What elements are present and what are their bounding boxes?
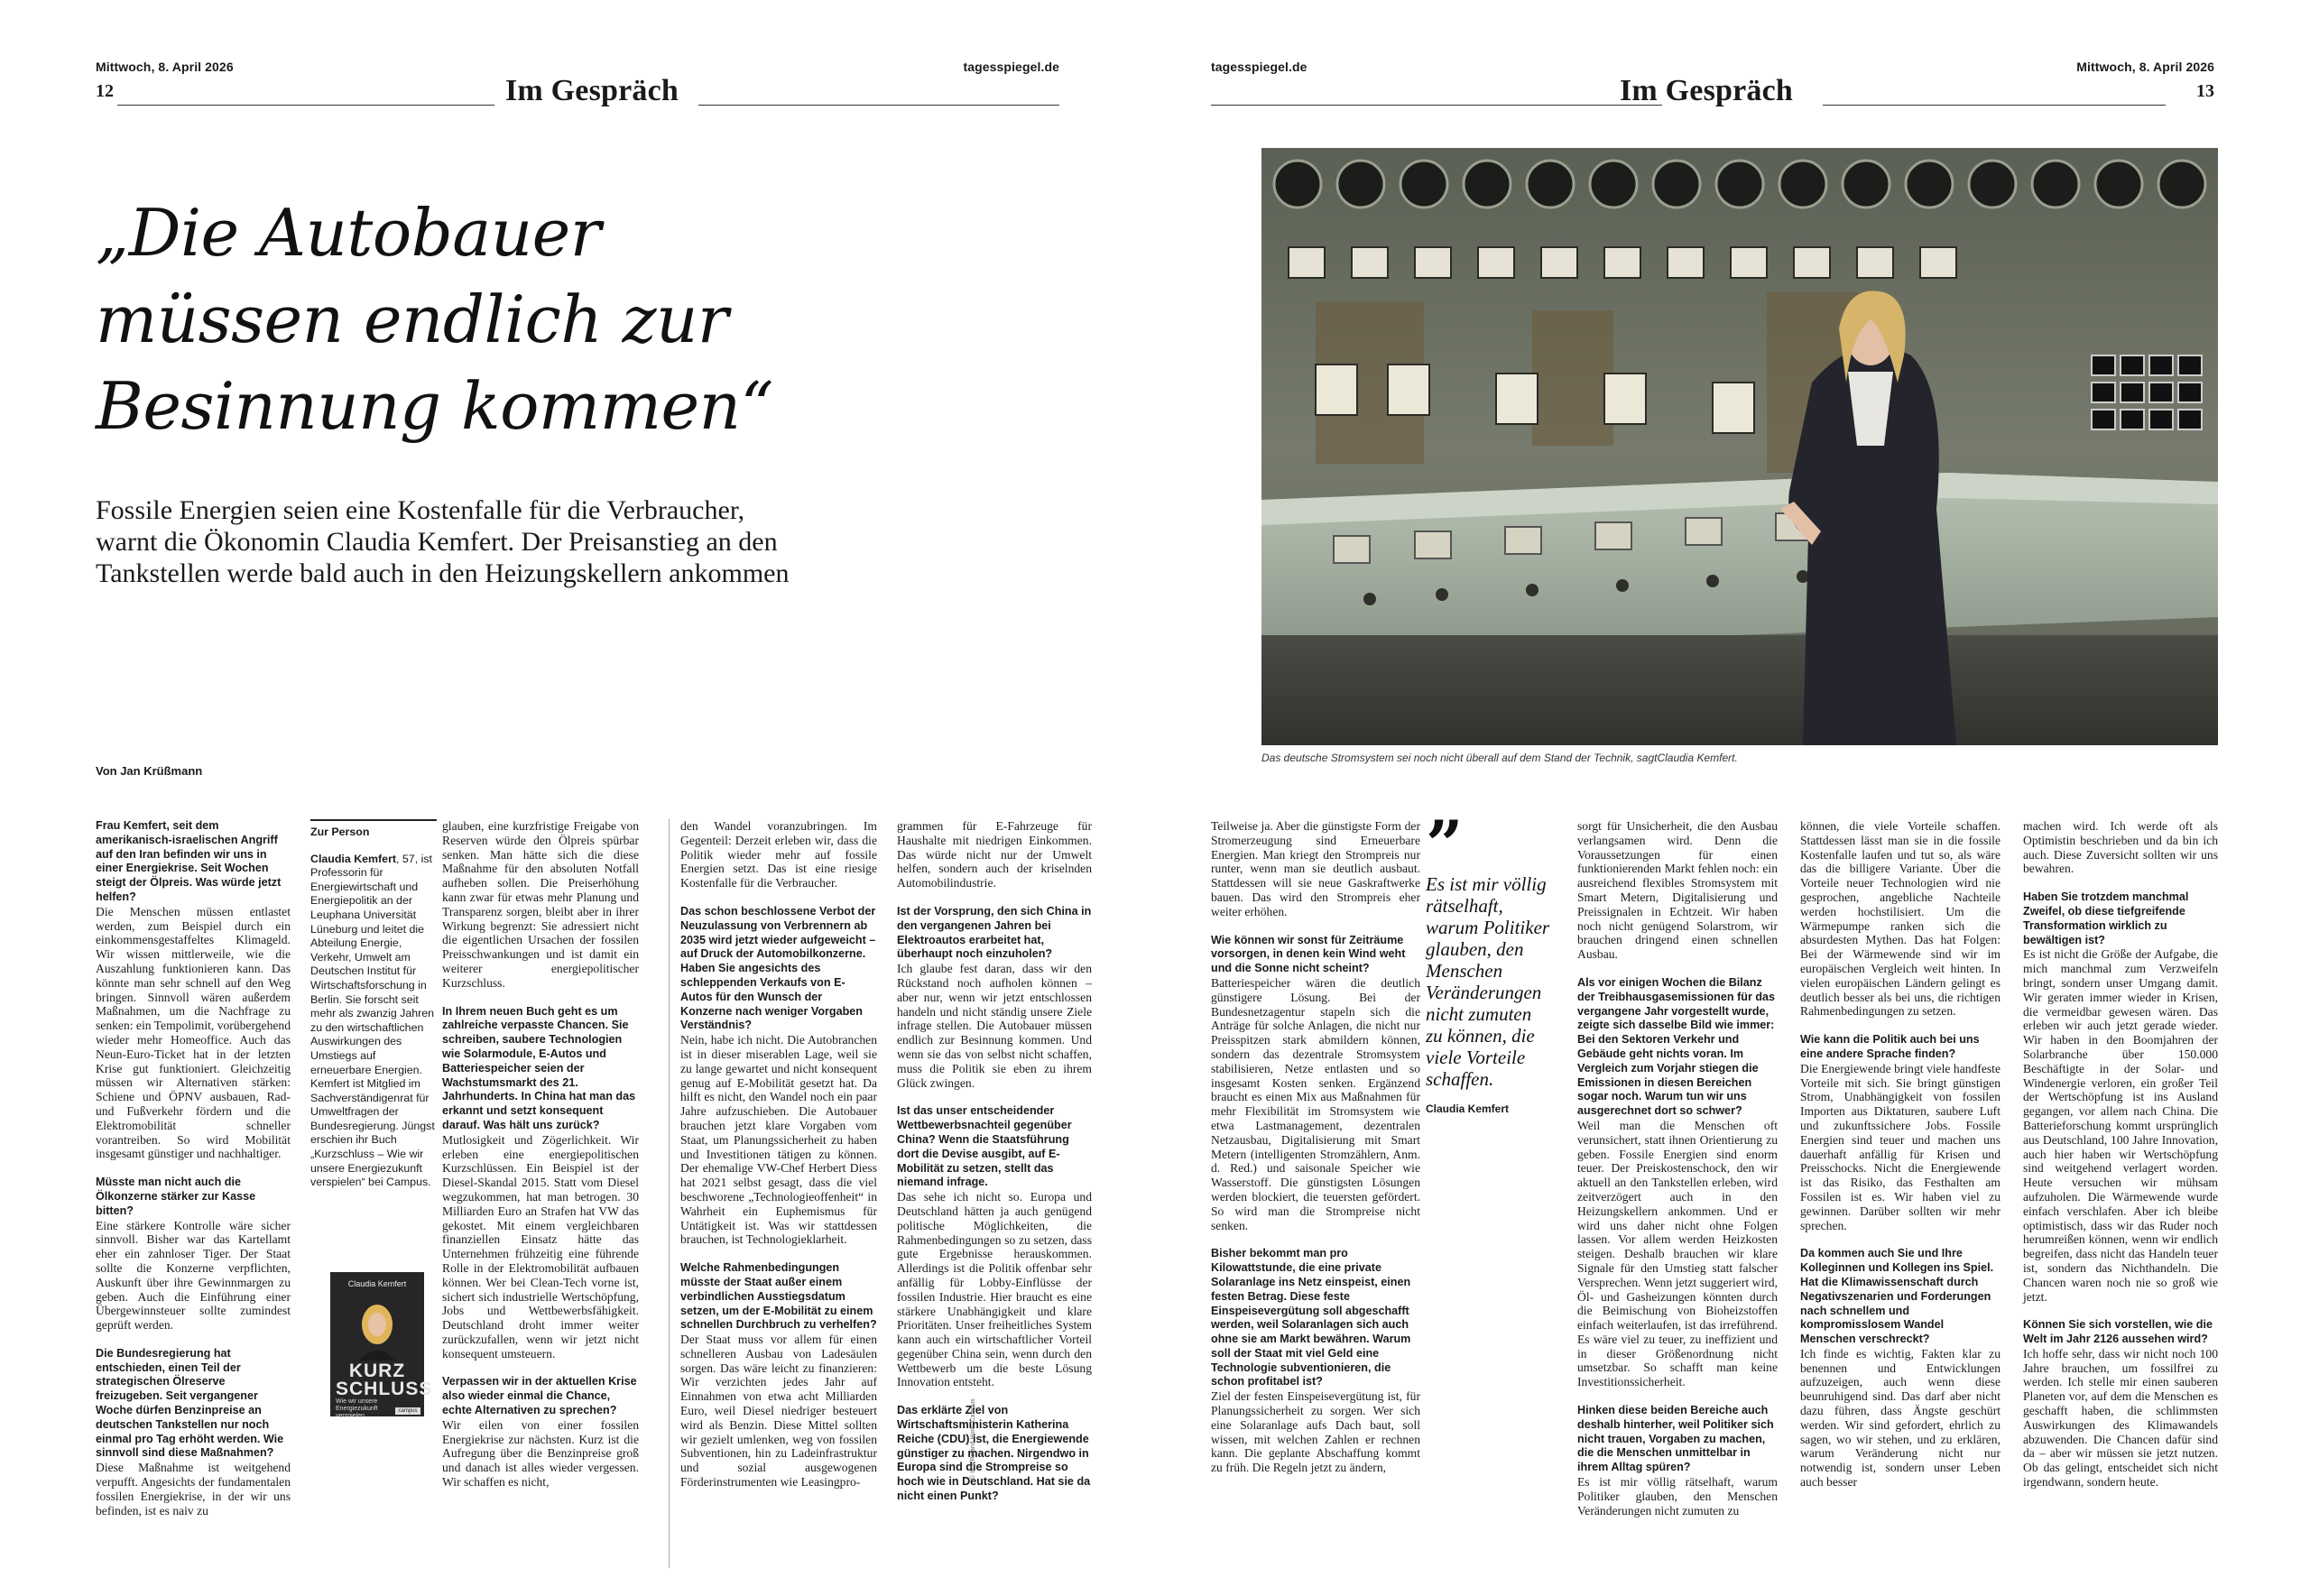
pull-quote <box>1426 806 1552 1115</box>
header-rule-left <box>117 105 494 106</box>
interview-answer: Wir eilen von einer fossilen Energiekrise zur nächsten. Kurz ist die Aufregung über die Benzinpreise groß und danach ist alles wieder vergessen. Wir schaffen es nicht, <box>442 1417 639 1490</box>
interview-question: Bisher bekommt man pro Kilowattstunde, die eine private Solaranlage ins Netz einspeist, einen festen Betrag. Diese feste Einspeisevergütung soll abgeschafft werden, weil Solaranlagen sich auch ohne sie am Markt bewähren. Warum soll der Staat mit viel Geld eine Technologie subventionieren, die schon profitabel ist? <box>1211 1247 1411 1388</box>
publisher-logo: campus <box>395 1407 420 1415</box>
control-room-photo <box>1261 148 2218 745</box>
person-box-rule <box>310 819 437 821</box>
book-subtitle: Wie wir unsere Energiezukunft verspielen <box>336 1398 378 1419</box>
article-column-3 <box>1577 819 1778 1532</box>
interview-answer: Der Staat muss vor allem für einen schnelleren Ausbau von Ladesäulen sorgen. Das wäre leicht zu finanzieren: Wir verzichten jedes Jahr auf Einnahmen von etwa acht Milliarden Euro, weil Diesel niedriger besteuert wird als Benzin. Diese Mittel sollten wir gezielt umlenken, weg von fossilen Subventionen, hin zu Ladeinfrastruktur und sozial ausgewogenen Förderinstrumenten wie Leasingpro- <box>680 1333 877 1490</box>
book-title: KURZ SCHLUSS <box>336 1361 433 1399</box>
interview-answer: Mutlosigkeit und Zögerlichkeit. Wir erleben eine energiepolitischen Kurzschlüssen. Ein Beispiel ist der Diesel-Skandal 2015. Statt vom Diesel wegzukommen, hat man betrogen. 30 Milliarden Euro an Strafen hat VW das gekostet. Mit einem vergleichbaren finanziellen Einsatz hätte das Unternehmen frühzeitig eine führende Rolle in der Elektromobilität aufbauen können. Wer bei Clean-Tech vorne ist, sichert sich industrielle Wertschöpfung, Jobs und Wettbewerbsfähigkeit. Deutschland droht immer weiter zurückzufallen, wenn wir jetzt nicht konsequent umsteuern. <box>442 1132 639 1361</box>
article-column-1 <box>1211 819 1420 1490</box>
book-author: Claudia Kemfert <box>347 1279 407 1288</box>
header-rule-right <box>698 105 1059 106</box>
interview-question: Das schon beschlossene Verbot der Neuzulassung von Verbrennern ab 2035 wird jetzt wieder aufgeweicht – auf Druck der Automobilkonzerne. Haben Sie angesichts des schleppenden Verkaufs von E-Autos für den Wunsch der Konzerne nach weniger Vorgaben Verständnis? <box>680 904 876 1032</box>
interview-answer: glauben, eine kurzfristige Freigabe von Reserven würde den Ölpreis spürbar senken. Man hätte sich die diese Maßnahme für den absoluten Notfall aufheben sollen. Die Preiserhöhung kann zwar für etwas mehr Planung und Transparenz sorgen, bleibt aber in ihrer Wirkung begrenzt: Sie adressiert nicht die eigentlichen Ursachen der fossilen Preisschwankungen und ist damit ein weiterer energiepolitischer Kurzschluss. <box>442 819 639 990</box>
headline <box>96 189 890 449</box>
interview-question: Müsste man nicht auch die Ölkonzerne stärker zur Kasse bitten? <box>96 1176 256 1217</box>
byline: Von Jan Krüßmann <box>96 764 203 778</box>
interview-answer: können, die viele Vorteile schaffen. Stattdessen lässt man sie in die fossile Kostenfalle laufen und tut so, als wäre das die billigere Variante. Über die Vorteile neuer Technologien wird nie gesprochen, angebliche Nachteile werden hochstilisiert. Um die Wärmepumpe ranken sich die absurdesten Mythen. Das hat Folgen: Bei der Wärmewende sind wir im europäischen Vergleich weit hinten. In vielen europäischen Ländern gelingt es deutlich besser als bei uns, die richtigen Rahmenbedingungen zu setzen. <box>1800 819 2000 1019</box>
article-column-3 <box>442 819 639 1504</box>
interview-answer: machen wird. Ich werde oft als Optimistin beschrieben und da bin ich auch. Diese Zuversicht sollten wir uns bewahren. <box>2023 819 2218 876</box>
photo-caption: Das deutsche Stromsystem sei noch nicht überall auf dem Stand der Technik, sagtClaudia Kemfert. <box>1261 752 1738 764</box>
article-column-5 <box>2023 819 2218 1504</box>
person-name: Claudia Kemfert <box>310 852 397 865</box>
person-heading: Zur Person <box>310 826 370 838</box>
interview-answer: Weil man die Menschen oft verunsichert, statt ihnen Orientierung zu geben. Fossile Energien sind enorm teuer. Der Preiskostenschock, den wir aktuell an den Tankstellen erleben, wird zeitverzögert auch in den Heizungskellern ankommen. Und er wird uns daher nicht ohne Folgen lassen. Vor allem werden Heizkosten steigen. Deshalb brauchen wir klare Signale für den Umstieg statt falscher Versprechen. Wenn jetzt suggeriert wird, Öl- und Gasheizungen könnten durch die Beimischung von Bioheizstoffen einfach weiterlaufen, ist das irreführend. Es wäre viel zu teuer, zu ineffizient und in dieser Größenordnung nicht umsetzbar. So schafft man keine Investitionssicherheit. <box>1577 1118 1778 1389</box>
interview-answer: Batteriespeicher wären die deutlich günstigere Lösung. Bei der Bundesnetzagentur stapeln sich die Anträge für solche Anlagen, die nicht nur Preisspitzen stark abmildern können, sondern das dezentrale Stromsystem stabilisieren, Netze entlasten und so insgesamt Kosten senken. Ergänzend braucht es einen Mix aus Maßnahmen für mehr Flexibilität im Stromsystem wie etwa Lastmanagement, dezentralen Netzausbau, Digitalisierung mit Smart Metern (intelligenten Stromzählern, Anm. d. Red.) und saisonale Speicher wie Wasserstoff. Die günstigsten Lösungen werden blockiert, die teuersten gefördert. So wird man die Strompreise nicht senken. <box>1211 975 1420 1232</box>
page-number: 13 <box>2196 81 2214 101</box>
interview-question: Haben Sie trotzdem manchmal Zweifel, ob diese tiefgreifende Transformation wirklich zu bewältigen ist? <box>2023 890 2189 946</box>
headline-line: „Die Autobauer <box>96 195 601 271</box>
person-box <box>310 826 437 1190</box>
interview-answer: Es ist nicht die Größe der Aufgabe, die mich manchmal zum Verzweifeln bringt, sondern unser Umgang damit. Wir geraten immer wieder in Krisen, die vermeidbar gewesen wären. Das erleben wir auch jetzt gerade wieder. Wir haben in den Boomjahren der Solarbranche über 150.000 Beschäftigte in der Solar- und Windenergie verloren, ein großer Teil der Wertschöpfung ist ins Ausland gegangen, vor allem nach China. Die Batterieforschung kommt ursprünglich aus Deutschland, 100 Jahre Innovation, auch hier haben wir Wertschöpfung sind weitgehend verlagert worden. Heute versuchen wir mühsam aufzuholen. Die Wärmewende wurde einfach verschlafen. Aber ich bleibe optimistisch, dass wir das Ruder noch herumreißen können, wenn wir endlich begreifen, dass nicht das Handeln teuer ist, sondern das Nichthandeln. Die Chancen waren noch nie so groß wie jetzt. <box>2023 947 2218 1304</box>
author-portrait <box>350 1297 404 1361</box>
interview-question: Ist der Vorsprung, den sich China in den vergangenen Jahren bei Elektroautos erarbeitet hat, überhaupt noch einzuholen? <box>897 904 1092 961</box>
interview-question: In Ihrem neuen Buch geht es um zahlreiche verpasste Chancen. Sie schreiben, saubere Technologien wie Solarmodule, E-Autos und Batteriespeicher seien der Wachstumsmarkt des 21. Jahrhunderts. In China hat man das erkannt und setzt konsequent darauf. Was hält uns zurück? <box>442 1004 636 1131</box>
interview-answer: sorgt für Unsicherheit, die den Ausbau verlangsamen wird. Denn die Voraussetzungen für einen funktionierenden Markt fehlen noch: ein ausreichend flexibles Stromsystem mit Smart Metern, Digitalisierung und Preissignalen in Echtzeit. Wir haben noch nicht genügend Solarstrom, wir brauchen dringend einen schnellen Ausbau. <box>1577 819 1778 962</box>
interview-question: Verpassen wir in der aktuellen Krise also wieder einmal die Chance, echte Alternativen zu sprechen? <box>442 1375 637 1417</box>
interview-question: Können Sie sich vorstellen, wie die Welt im Jahr 2126 aussehen wird? <box>2023 1318 2213 1346</box>
standfirst-line: Fossile Energien seien eine Kostenfalle für die Verbraucher, <box>96 495 745 525</box>
person-bio: , 57, ist Professorin für Energiewirtschaft und Energiepolitik an der Leuphana Universität Lüneburg und leitet die Abteilung Energie, Verkehr, Umwelt am Deutschen Institut für Wirtschaftsforschung in Berlin. Sie forscht seit mehr als zwanzig Jahren zu den wirtschaftlichen Auswirkungen des Umstiegs auf erneuerbare Energien. Kemfert ist Mitglied im Sachverständigenrat für Umweltfragen der Bundesregierung. Jüngst erschien ihr Buch „Kurzschluss – Wie wir unsere Energiezukunft verspielen“ bei Campus. <box>310 852 435 1189</box>
page-number: 12 <box>96 81 114 101</box>
interview-answer: Die Menschen müssen entlastet werden, zum Beispiel durch ein einkommensgestaffeltes Klimageld. Wir wissen mittlerweile, wie die Auszahlung funktionieren kann. Das könnte man sehr schnell auf den Weg bringen. Sinnvoll wären außerdem Maßnahmen, um die Nachfrage zu senken: ein Tempolimit, vorübergehend wieder mehr Homeoffice. Auch das Neun-Euro-Ticket hat in der letzten Krise gut funktioniert. Gleichzeitig müssen wir Alternativen stärken: Schiene und ÖPNV ausbauen, Rad- und Fußverkehr fördern und die Elektromobilität schneller vorantreiben. So wird Mobilität insgesamt günstiger und nachhaltiger. <box>96 904 291 1161</box>
quote-author: Claudia Kemfert <box>1426 1102 1510 1115</box>
site-name: tagesspiegel.de <box>1211 60 1307 74</box>
article-column-4 <box>680 819 877 1504</box>
interview-answer: Es ist mir völlig rätselhaft, warum Politiker glauben, den Menschen Veränderungen nicht zumuten zu <box>1577 1475 1778 1518</box>
interview-answer: Die Energiewende bringt viele handfeste Vorteile mit sich. Sie bringt günstigen Strom, Unabhängigkeit von fossilen Importen aus Diktaturen, saubere Luft und zukunftssichere Jobs. Fossile Energien sind teuer und machen uns dauerhaft anfällig für Krisen und Preisschocks. Nicht die Energiewende ist das Risiko, das Festhalten am Fossilen ist es. Wir haben viel zu gewinnen. Darüber sollten wir mehr sprechen. <box>1800 1061 2000 1232</box>
headline-line: Besinnung kommen“ <box>96 368 773 444</box>
page-date: Mittwoch, 8. April 2026 <box>96 60 234 74</box>
interview-answer: Ziel der festen Einspeisevergütung ist, für Planungssicherheit zu sorgen. Wer sich eine Solaranlage aufs Dach baut, soll wissen, mit welchen Zahlen er rechnen kann. Die geplante Abschaffung kommt zu früh. Die Regeln jetzt zu ändern, <box>1211 1389 1420 1475</box>
column-divider <box>669 819 670 1568</box>
header-rule-left <box>1211 105 1662 106</box>
interview-question: Wie können wir sonst für Zeiträume vorsorgen, in denen kein Wind weht und die Sonne nicht scheint? <box>1211 933 1406 975</box>
page-date: Mittwoch, 8. April 2026 <box>2076 60 2214 74</box>
interview-answer: Diese Maßnahme ist weitgehend verpufft. Angesichts der fundamentalen fossilen Energiekrise, in der wir uns befinden, ist es naiv zu <box>96 1461 291 1518</box>
section-title: Im Gespräch <box>505 74 679 107</box>
article-column-1 <box>96 819 291 1532</box>
interview-answer: Nein, habe ich nicht. Die Autobranchen ist in dieser miserablen Lage, weil sie zu lange gewartet und nicht konsequent genug auf E-Mobilität gesetzt hat. Da hilft es nicht, den Wandel noch ein paar Jahre aufzuschieben. Die Autobauer brauchen jetzt klare Vorgaben vom Staat, um Planungssicherheit zu haben und Investitionen tätigen zu können. Der ehemalige VW-Chef Herbert Diess hat 2021 selbst gesagt, dass die viel beschworene „Technologieoffenheit“ in Wahrheit ein Euphemismus für Untätigkeit ist. Was wir stattdessen brauchen, ist Technologieklarheit. <box>680 1033 877 1247</box>
site-name: tagesspiegel.de <box>963 60 1059 74</box>
quote-mark: ” <box>1426 806 1464 882</box>
interview-answer: Teilweise ja. Aber die günstigste Form der Stromerzeugung sind Erneuerbare Energien. Man kriegt den Strompreis nur runter, wenn man sie deutlich ausbaut. Stattdessen will sie neue Gaskraftwerke bauen. Das wird den Strompreis eher weiter erhöhen. <box>1211 819 1420 918</box>
article-column-4 <box>1800 819 2000 1504</box>
interview-question: Als vor einigen Wochen die Bilanz der Treibhausgasemissionen für das vergangene Jahr vorgestellt wurde, zeigte sich dasselbe Bild wie immer: Bei den Sektoren Verkehr und Gebäude geht nichts voran. Im Vergleich zum Vorjahr stiegen die Emissionen in diesen Bereichen sogar noch. Warum tun wir uns ausgerechnet dort so schwer? <box>1577 975 1776 1118</box>
interview-answer: Ich finde es wichtig, Fakten klar zu benennen und Entwicklungen aufzuzeigen, auch wenn diese beunruhigend sind. Das darf aber nicht dazu führen, dass Ängste geschürt werden. Wir sind gefordert, ehrlich zu sagen, wo wir stehen, und zu erklären, warum Veränderung nicht nur notwendig ist, sondern unser Leben auch besser <box>1800 1346 2000 1490</box>
person-text <box>310 853 437 1190</box>
interview-answer: Ich glaube fest daran, dass wir den Rückstand noch aufholen können – aber nur, wenn wir jetzt entschlossen handeln und nicht ständig unsere Ziele infrage stellen. Die Autobauer müssen endlich zur Besinnung kommen. Und wenn sie das von selbst nicht schaffen, muss die Politik sie eben zu ihrem Glück zwingen. <box>897 962 1092 1090</box>
photo-credit: © IPS/Roland Horn, Campus <box>970 1398 976 1480</box>
standfirst-line: warnt die Ökonomin Claudia Kemfert. Der Preisanstieg an den <box>96 527 778 557</box>
interview-question: Hinken diese beiden Bereiche auch deshalb hinterher, weil Politiker sich nicht trauen, Vorgaben zu machen, die die Menschen unmittelbar in ihrem Alltag spüren? <box>1577 1404 1774 1474</box>
interview-question: Das erklärte Ziel von Wirtschaftsministerin Katherina Reiche (CDU) ist, die Energiewende günstiger zu machen. Nirgendwo in Europa sind die Strompreise so hoch wie in Deutschland. Hat sie da nicht einen Punkt? <box>897 1404 1091 1503</box>
interview-question: Die Bundesregierung hat entschieden, einen Teil der strategischen Ölreserve freizugeben. Seit vergangener Woche dürfen Benzinpreise an deutschen Tankstellen nur noch einmal pro Tag erhöht werden. Wie sinnvoll sind diese Maßnahmen? <box>96 1346 284 1460</box>
headline-line: müssen endlich zur <box>96 281 728 357</box>
interview-answer: Ich hoffe sehr, dass wir nicht noch 100 Jahre brauchen, um fossilfrei zu werden. Ich stelle mir einen sauberen Planeten vor, auf dem die Menschen es geschafft haben, die schlimmsten Auswirkungen des Klimawandels abzuwenden. Die Chancen dafür sind da – aber wir müssen sie jetzt nutzen. Ob das gelingt, entscheidet sich nicht irgendwann, sondern heute. <box>2023 1346 2218 1490</box>
interview-question: Welche Rahmenbedingungen müsste der Staat außer einem verbindlichen Ausstiegsdatum setzen, um der E-Mobilität zu einem schnellen Durchbruch zu verhelfen? <box>680 1261 877 1332</box>
standfirst-line: Tankstellen werde bald auch in den Heizungskellern ankommen <box>96 558 790 588</box>
interview-question: Wie kann die Politik auch bei uns eine andere Sprache finden? <box>1800 1033 1980 1060</box>
interview-answer: grammen für E-Fahrzeuge für Haushalte mit niedrigen Einkommen. Das würde nicht nur der Umwelt helfen, sondern auch der kriselnden Automobilindustrie. <box>897 819 1092 890</box>
header-rule-right <box>1823 105 2166 106</box>
book-cover <box>330 1272 433 1419</box>
standfirst <box>96 494 908 589</box>
quote-text: Es ist mir völlig rätselhaft, warum Politiker glauben, den Menschen Veränderungen nicht zumuten zu können, die viele Vorteile schaffen. <box>1426 873 1550 1090</box>
interview-question: Ist das unser entscheidender Wettbewerbsnachteil gegenüber China? Wenn die Staatsführung dort die Devise ausgibt, auf E-Mobilität zu setzen, stellt das niemand infrage. <box>897 1104 1072 1189</box>
interview-question: Da kommen auch Sie und Ihre Kolleginnen und Kollegen ins Spiel. Hat die Klimawissenschaft durch Negativszenarien und Forderungen nach schnellem und kompromisslosem Wandel Menschen verschreckt? <box>1800 1247 1994 1346</box>
article-photo <box>1261 148 2218 745</box>
interview-question: Frau Kemfert, seit dem amerikanisch-israelischen Angriff auf den Iran befinden wir uns in einer Energiekrise. Seit Wochen steigt der Ölpreis. Was würde jetzt helfen? <box>96 819 282 903</box>
interview-answer: Eine stärkere Kontrolle wäre sicher sinnvoll. Bisher war das Kartellamt eher ein zahnloser Tiger. Der Staat sollte die Konzerne verpflichten, Auskunft über ihre Gewinnmargen zu geben. Auch die Einführung einer Übergewinnsteuer sollte zumindest geprüft werden. <box>96 1218 291 1333</box>
interview-answer: den Wandel voranzubringen. Im Gegenteil: Derzeit erleben wir, dass die Politik wieder mehr auf fossile Energien setzt. Das ist eine riesige Kostenfalle für die Verbraucher. <box>680 819 877 890</box>
interview-answer: Das sehe ich nicht so. Europa und Deutschland hätten ja auch genügend politische Möglichkeiten, die Rahmenbedingungen so zu setzen, dass gute Ergebnisse herauskommen. Allerdings ist die Politik offenbar sehr anfällig für Lobby-Einflüsse der fossilen Industrie. Hier braucht es eine stärkere Unabhängigkeit und klare Prioritäten. Unser freiheitliches System kann auch ein wirtschaftlicher Vorteil gegenüber China sein, wenn durch den Wettbewerb um die beste Lösung Innovation entsteht. <box>897 1190 1092 1389</box>
section-title: Im Gespräch <box>1620 74 1794 107</box>
article-column-5 <box>897 819 1092 1504</box>
